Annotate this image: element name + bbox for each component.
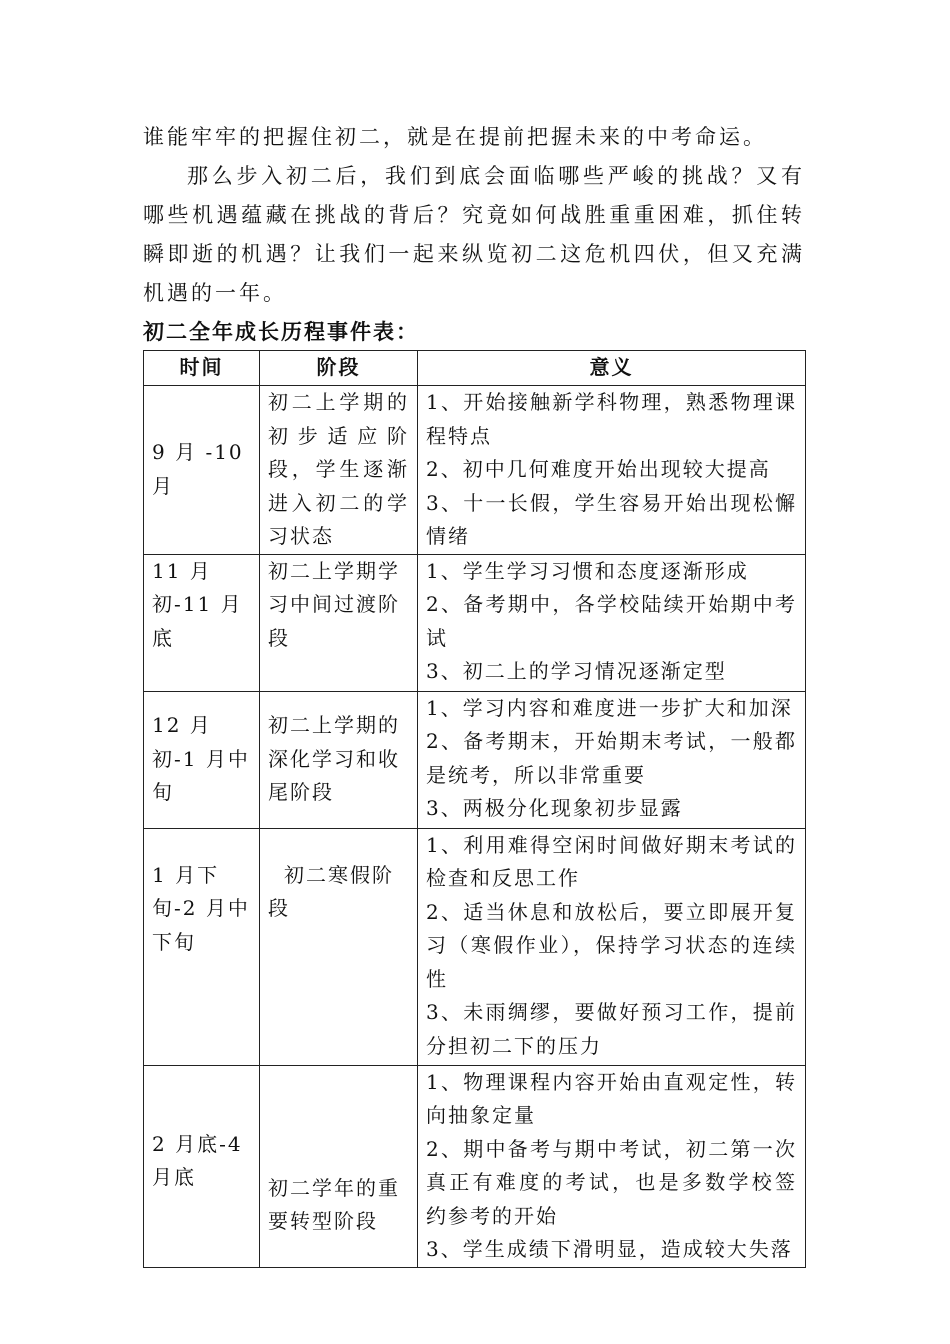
stage-cell: 初二学年的重要转型阶段 [260,1065,418,1267]
time-cell: 12 月初-1 月中旬 [144,691,260,828]
header-stage: 阶段 [260,351,418,386]
meaning-item: 3、初二上的学习情况逐渐定型 [426,659,727,683]
meaning-item: 2、初中几何难度开始出现较大提高 [426,457,771,481]
table-row [144,691,806,828]
table-title: 初二全年成长历程事件表： [143,319,419,344]
table-row [144,828,806,1065]
meaning-item: 2、备考期末，开始期末考试，一般都是统考，所以非常重要 [426,729,797,787]
meaning-item: 3、未雨绸缪，要做好预习工作，提前分担初二下的压力 [426,1000,797,1058]
growth-events-table [143,350,806,1268]
meaning-item: 1、学习内容和难度进一步扩大和加深 [426,695,793,720]
time-cell: 1 月下旬-2 月中下旬 [144,828,260,1065]
meaning-item: 3、两极分化现象初步显露 [426,796,683,820]
intro-paragraph-1: 谁能牢牢的把握住初二，就是在提前把握未来的中考命运。 [143,125,767,149]
meaning-cell [418,691,806,828]
meaning-item: 2、期中备考与期中考试，初二第一次真正有难度的考试，也是多数学校签约参考的开始 [426,1136,797,1228]
stage-cell: 初二上学期的初步适应阶段，学生逐渐进入初二的学习状态 [260,386,418,555]
table-row [144,386,806,555]
stage-cell: 初二上学期学习中间过渡阶段 [260,554,418,691]
time-cell: 11 月初-11 月底 [144,554,260,691]
header-meaning: 意义 [418,351,806,386]
stage-cell: 初二寒假阶段 [260,828,418,1065]
meaning-item: 2、适当休息和放松后，要立即展开复习（寒假作业），保持学习状态的连续性 [426,899,797,991]
meaning-item: 2、备考期中，各学校陆续开始期中考试 [426,592,797,650]
table-header-row [144,351,806,386]
meaning-item: 1、学生学习习惯和态度逐渐形成 [426,558,749,583]
meaning-cell [418,554,806,691]
meaning-item: 1、开始接触新学科物理，熟悉物理课程特点 [426,390,797,448]
meaning-cell [418,1065,806,1267]
meaning-item: 3、十一长假，学生容易开始出现松懈情绪 [426,490,797,548]
meaning-cell [418,386,806,555]
time-cell: 2 月底-4 月底 [144,1065,260,1267]
table-row [144,1065,806,1267]
meaning-item: 3、学生成绩下滑明显，造成较大失落 [426,1237,793,1261]
time-cell: 9 月 -10 月 [144,386,260,555]
meaning-item: 1、物理课程内容开始由直观定性，转向抽象定量 [426,1069,797,1127]
table-row [144,554,806,691]
document-page [143,118,805,1268]
meaning-item: 1、利用难得空闲时间做好期末考试的检查和反思工作 [426,832,797,890]
stage-cell: 初二上学期的深化学习和收尾阶段 [260,691,418,828]
meaning-cell [418,828,806,1065]
header-time: 时间 [144,351,260,386]
intro-paragraph-2: 那么步入初二后，我们到底会面临哪些严峻的挑战？又有哪些机遇蕴藏在挑战的背后？究竟如何战胜重重困难，抓住转瞬即逝的机遇？让我们一起来纵览初二这危机四伏，但又充满机遇的一年。 [143,164,805,305]
